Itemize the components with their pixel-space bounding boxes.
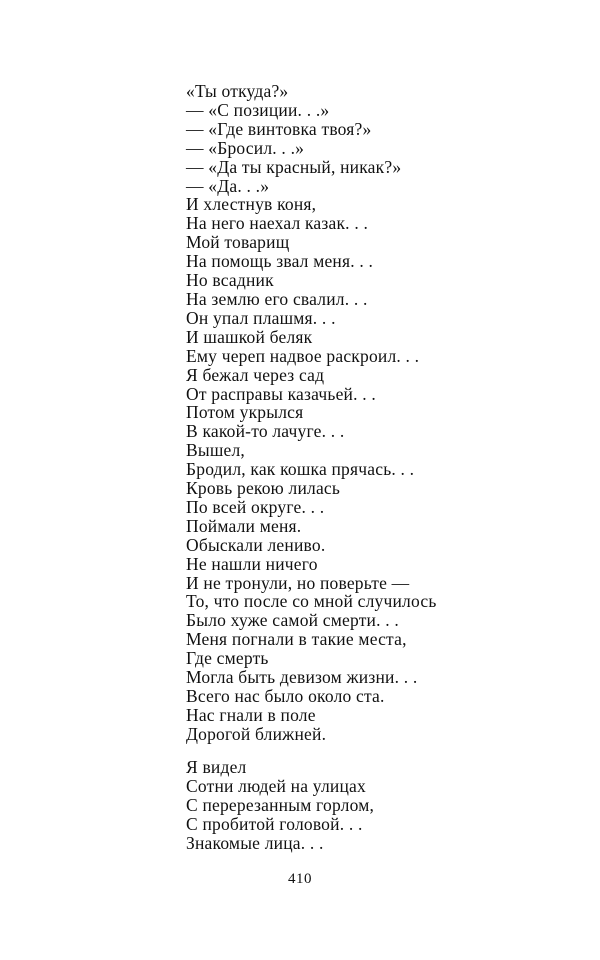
poem-line: По всей округе. . . (186, 496, 325, 517)
poem-line: Дорогой ближней. (186, 723, 327, 744)
poem-line: Я бежал через сад (186, 364, 325, 385)
poem-line: С перерезанным горлом, (186, 794, 375, 815)
poem-line: Знакомые лица. . . (186, 832, 324, 853)
poem-line: Ему череп надвое раскроил. . . (186, 345, 420, 366)
poem-line: Кровь рекою лилась (186, 478, 341, 499)
poem-line: Было хуже самой смерти. . . (186, 610, 399, 631)
poem-line: От расправы казачьей. . . (186, 383, 376, 404)
poem-line: Обыскали лениво. (186, 534, 326, 555)
poem-line: — «Бросил. . .» (186, 137, 305, 158)
poem-line: Сотни людей на улицах (186, 775, 366, 796)
poem-line: Вышел, (186, 440, 245, 461)
poem-line: Могла быть девизом жизни. . . (186, 667, 418, 688)
poem-line: На помощь звал меня. . . (186, 251, 374, 272)
poem-line: «Ты откуда?» (186, 81, 289, 101)
poem-line: Всего нас было около ста. (186, 686, 385, 706)
poem-line: На него наехал казак. . . (186, 213, 369, 234)
poem-line: Нас гнали в поле (186, 704, 316, 725)
poem-line: Я видел (186, 757, 247, 777)
stanza (186, 758, 374, 853)
poem-line: Бродил, как кошка прячась. . . (186, 459, 415, 480)
poem-line: Мой товарищ (186, 232, 290, 253)
poem-line: Меня погнали в такие места, (186, 629, 407, 650)
poem-line: — «Да ты красный, никак?» (186, 156, 402, 177)
poem-line: Не нашли ничего (186, 553, 318, 574)
stanza (186, 82, 437, 744)
poem-line: В какой-то лачуге. . . (186, 421, 345, 442)
poem-line: И хлестнув коня, (186, 194, 317, 215)
poem-line: На землю его свалил. . . (186, 288, 368, 309)
page-number: 410 (288, 871, 312, 887)
poem-line: И не тронули, но поверьте — (186, 572, 410, 593)
poem-line: И шашкой беляк (186, 326, 313, 347)
poem-line: Поймали меня. (186, 515, 302, 536)
poem-line: — «Где винтовка твоя?» (186, 118, 372, 139)
poem-line: То, что после со мной случилось (186, 591, 437, 612)
poem-line: Но всадник (186, 270, 274, 291)
poem-line: С пробитой головой. . . (186, 813, 363, 834)
poem-line: — «Да. . .» (186, 175, 270, 196)
poem-line: — «С позиции. . .» (186, 99, 330, 120)
poem-line: Он упал плашмя. . . (186, 307, 336, 328)
poem-line: Где смерть (186, 648, 269, 669)
poem-line: Потом укрылся (186, 402, 304, 423)
